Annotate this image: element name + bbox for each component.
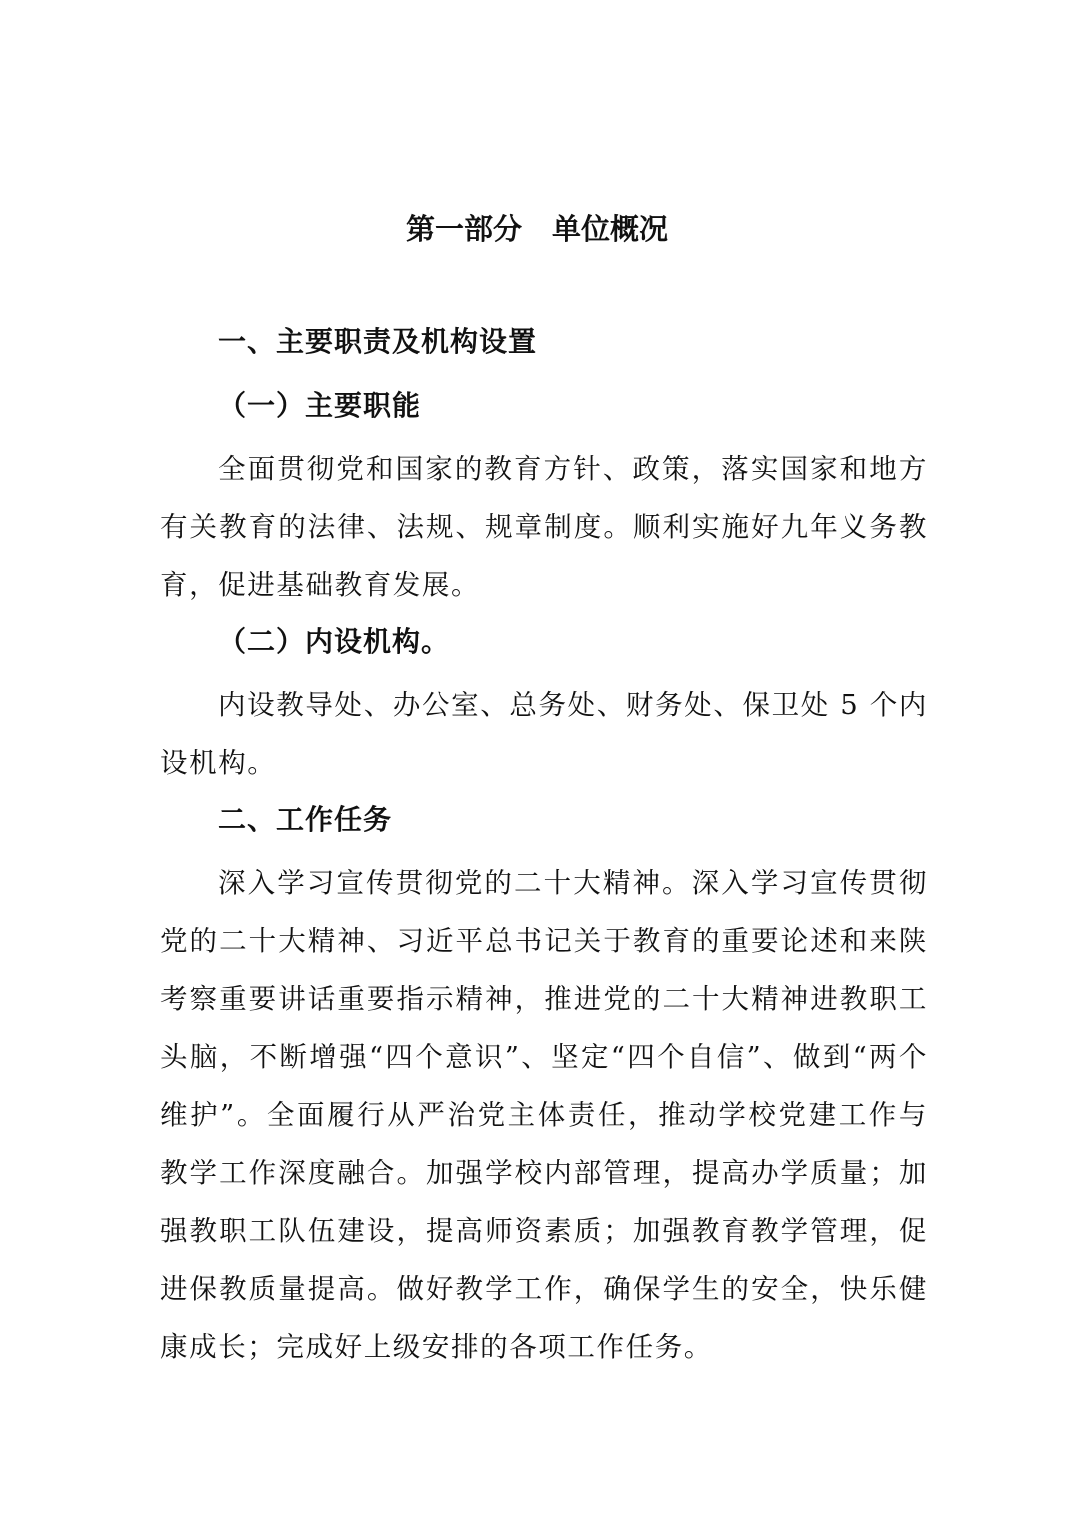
- document-body: [160, 316, 928, 1378]
- part-label: 第一部分: [405, 212, 522, 246]
- part-name: 单位概况: [552, 212, 669, 246]
- paragraph-functions: 全面贯彻党和国家的教育方针、政策，落实国家和地方有关教育的法律、法规、规章制度。顺利实施好九年义务教育，促进基础教育发展。: [160, 453, 928, 601]
- section-heading-1: 一、主要职责及机构设置: [218, 325, 538, 358]
- page-title: [0, 206, 1074, 252]
- subsection-heading-functions: （一）主要职能: [218, 389, 422, 422]
- paragraph-departments: 内设教导处、办公室、总务处、财务处、保卫处 5 个内设机构。: [160, 689, 928, 779]
- subsection-heading-departments: （二）内设机构。: [218, 625, 451, 658]
- section-heading-2: 二、工作任务: [218, 803, 393, 836]
- paragraph-tasks: 深入学习宣传贯彻党的二十大精神。深入学习宣传贯彻党的二十大精神、习近平总书记关于教育的重要论述和来陕考察重要讲话重要指示精神，推进党的二十大精神进教职工头脑，不断增强“四个意识”、坚定“四个自信”、做到“两个维护”。全面履行从严治党主体责任，推动学校党建工作与教学工作深度融合。加强学校内部管理，提高办学质量；加强教职工队伍建设，提高师资素质；加强教育教学管理，促进保教质量提高。做好教学工作，确保学生的安全，快乐健康成长；完成好上级安排的各项工作任务。: [160, 867, 928, 1363]
